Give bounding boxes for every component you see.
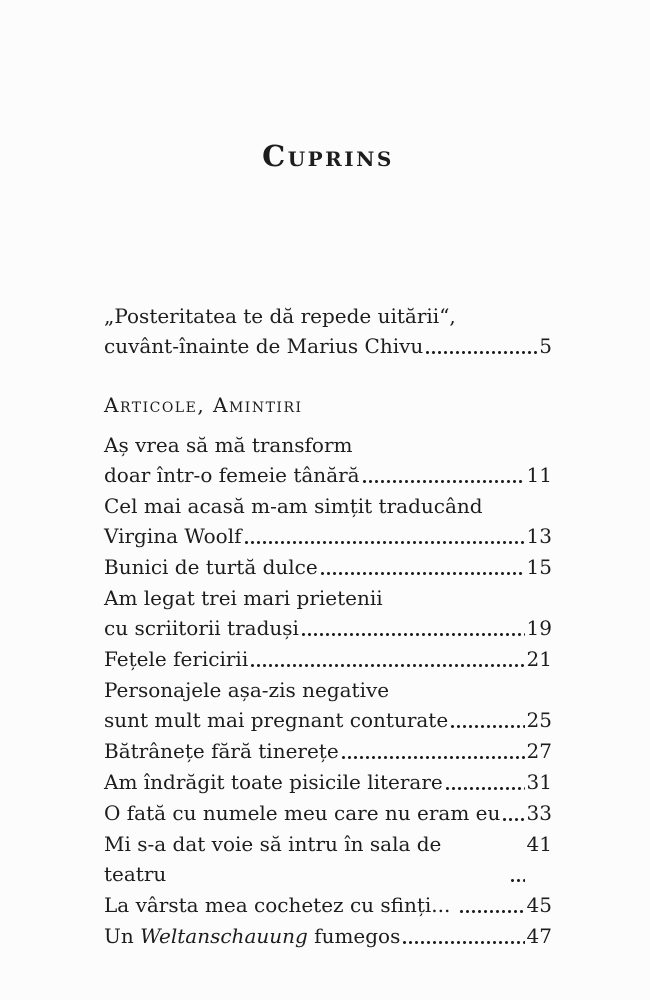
toc-entry-line: [104, 798, 552, 828]
dotted-leader: [302, 633, 525, 636]
entry-title-run: Am legat trei mari prietenii: [104, 586, 383, 610]
dotted-leader: [251, 664, 524, 667]
toc-entry-line: [104, 301, 552, 331]
page-number: 41: [526, 832, 552, 856]
entry-title-run: Bătrânețe fără tinerețe: [104, 739, 339, 763]
entry-title-text: [104, 301, 456, 331]
toc-entry: [104, 301, 552, 361]
entry-title-text: [104, 613, 299, 643]
dotted-leader: [451, 725, 524, 728]
page-number: 25: [526, 708, 552, 732]
toc-entry-line: [104, 460, 552, 490]
toc-entry-line: [104, 705, 552, 735]
toc-entry: [104, 767, 552, 797]
toc-entry-line: [104, 613, 552, 643]
dotted-leader: [511, 879, 525, 882]
toc-entry: [104, 921, 552, 951]
page-number: 11: [526, 463, 552, 487]
entry-title-run: cu scriitorii traduși: [104, 616, 299, 640]
toc-entry: [104, 644, 552, 674]
dotted-leader: [403, 941, 524, 944]
entry-title-run: La vârsta mea cochetez cu sfinți...: [104, 893, 457, 917]
toc-entry-line: [104, 829, 552, 889]
entry-title-run: O fată cu numele meu care nu eram eu: [104, 801, 501, 825]
page-number: 31: [526, 770, 552, 794]
dotted-leader: [342, 756, 525, 759]
toc-entry-line: [104, 331, 552, 361]
entry-title-run: Personajele așa-zis negative: [104, 678, 390, 702]
toc-entry: [104, 736, 552, 766]
section-heading: Articole, Amintiri: [104, 393, 303, 417]
toc-entry: [104, 430, 552, 490]
entry-title-text: [104, 491, 483, 521]
entry-title-text: [104, 705, 448, 735]
entry-title-text: [104, 583, 383, 613]
entry-title-text: [104, 829, 508, 889]
toc-entry-line: [104, 890, 552, 920]
entry-title-run: doar într-o femeie tânără: [104, 463, 360, 487]
dotted-leader: [460, 910, 525, 913]
entry-title-text: [104, 767, 443, 797]
toc-entry-line: [104, 644, 552, 674]
toc-entry: [104, 491, 552, 551]
entry-title-run: Fețele fericirii: [104, 647, 249, 671]
toc-entry-line: [104, 521, 552, 551]
entry-title-run: cuvânt-înainte de Marius Chivu: [104, 334, 424, 358]
page-title: Cuprins: [262, 139, 394, 173]
toc-entry: [104, 583, 552, 643]
entry-title-run: Cel mai acasă m-am simțit traducând: [104, 494, 483, 518]
entry-title-text: [104, 921, 400, 951]
toc-entry-line: [104, 583, 552, 613]
toc-entry: [104, 552, 552, 582]
entry-title-text: [104, 460, 360, 490]
dotted-leader: [321, 572, 525, 575]
entry-title-run: Mi s-a dat voie să intru în sala de teatru: [104, 832, 448, 886]
page-number: 47: [526, 924, 552, 948]
entry-title-text: [104, 644, 248, 674]
entry-title-text: [104, 331, 423, 361]
toc-entry-line: [104, 767, 552, 797]
entry-title-run: Aș vrea să mă transform: [104, 433, 353, 457]
toc-entry: [104, 890, 552, 920]
page-number: 21: [526, 647, 552, 671]
toc-entry: [104, 798, 552, 828]
page-number: 19: [526, 616, 552, 640]
entry-title-text: [104, 552, 318, 582]
toc-entry: [104, 675, 552, 735]
entry-title-run: „Posteritatea te dă repede uitării“,: [104, 304, 456, 328]
entry-title-text: [104, 890, 457, 920]
toc-entry: [104, 829, 552, 889]
toc-entry-line: [104, 491, 552, 521]
entry-title-text: [104, 798, 500, 828]
toc-entry-line: [104, 552, 552, 582]
entry-title-text: [104, 430, 352, 460]
entry-title-run: Virgina Woolf: [104, 524, 242, 548]
page-number: 33: [526, 801, 552, 825]
entry-title-text: [104, 736, 339, 766]
entry-title-run: fumegos: [307, 924, 401, 948]
toc-entry-line: [104, 921, 552, 951]
page-number: 5: [539, 334, 552, 358]
dotted-leader: [446, 787, 525, 790]
entry-title-run: Am îndrăgit toate pisicile literare: [104, 770, 443, 794]
toc-list: [104, 301, 552, 951]
dotted-leader: [503, 818, 524, 821]
page-number: 13: [526, 524, 552, 548]
entry-title-run: Bunici de turtă dulce: [104, 555, 318, 579]
page-number: 27: [526, 739, 552, 763]
entry-title-text: [104, 521, 242, 551]
dotted-leader: [363, 480, 525, 483]
toc-entry-line: [104, 430, 552, 460]
toc-entry-line: [104, 675, 552, 705]
dotted-leader: [426, 351, 537, 354]
entry-title-run: sunt mult mai pregnant conturate: [104, 708, 449, 732]
page-number: 15: [526, 555, 552, 579]
page-number: 45: [526, 893, 552, 917]
entry-title-text: [104, 675, 389, 705]
toc-entry-line: [104, 736, 552, 766]
dotted-leader: [245, 541, 525, 544]
entry-title-run: Un: [104, 924, 141, 948]
entry-title-italic-run: Weltanschauung: [140, 924, 308, 948]
